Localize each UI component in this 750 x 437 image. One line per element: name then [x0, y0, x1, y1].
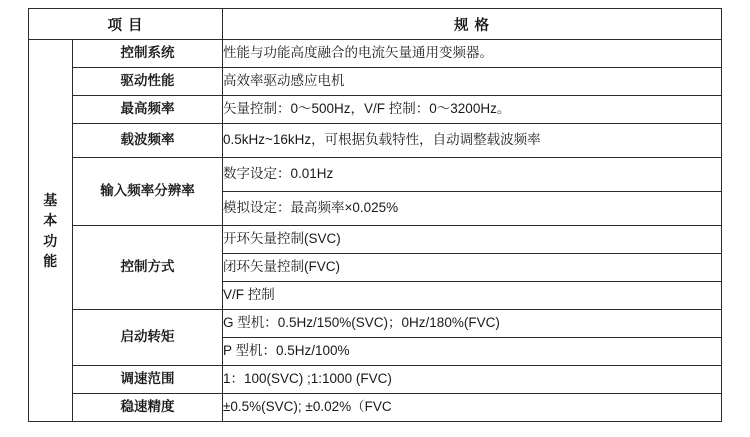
table-row [29, 124, 722, 158]
row-item-label: 载波频率 [73, 124, 223, 158]
category-line: 本 [43, 212, 58, 229]
category-line: 能 [43, 252, 58, 269]
row-value: P 型机：0.5Hz/100% [223, 338, 722, 366]
row-value: ±0.5%(SVC); ±0.02%（FVC [223, 394, 722, 422]
row-value: 开环矢量控制(SVC) [223, 226, 722, 254]
row-value: V/F 控制 [223, 282, 722, 310]
specification-table [28, 8, 722, 422]
table-header-row [29, 9, 722, 40]
table-row [29, 96, 722, 124]
row-item-label: 控制系统 [73, 40, 223, 68]
row-value: 闭环矢量控制(FVC) [223, 254, 722, 282]
row-item-label: 控制方式 [73, 226, 223, 310]
row-item-label: 调速范围 [73, 366, 223, 394]
row-item-label: 最高频率 [73, 96, 223, 124]
row-item-label: 输入频率分辨率 [73, 158, 223, 226]
row-item-label: 驱动性能 [73, 68, 223, 96]
row-item-label: 稳速精度 [73, 394, 223, 422]
table-row [29, 366, 722, 394]
category-line: 功 [43, 232, 58, 249]
row-value: G 型机：0.5Hz/150%(SVC)；0Hz/180%(FVC) [223, 310, 722, 338]
row-item-label: 启动转矩 [73, 310, 223, 366]
row-value: 1：100(SVC) ;1:1000 (FVC) [223, 366, 722, 394]
table-row [29, 40, 722, 68]
table-row [29, 226, 722, 254]
table-row [29, 158, 722, 192]
row-value: 数字设定：0.01Hz [223, 158, 722, 192]
header-spec: 规 格 [223, 9, 722, 40]
table-row [29, 68, 722, 96]
row-value: 高效率驱动感应电机 [223, 68, 722, 96]
row-value: 模拟设定：最高频率×0.025% [223, 192, 722, 226]
table-row [29, 310, 722, 338]
row-value: 矢量控制：0～500Hz，V/F 控制：0～3200Hz。 [223, 96, 722, 124]
header-item: 项 目 [29, 9, 223, 40]
row-value: 0.5kHz~16kHz，可根据负载特性，自动调整载波频率 [223, 124, 722, 158]
row-value: 性能与功能高度融合的电流矢量通用变频器。 [223, 40, 722, 68]
category-line: 基 [43, 191, 58, 208]
category-basic-functions [29, 40, 73, 422]
table-row [29, 394, 722, 422]
